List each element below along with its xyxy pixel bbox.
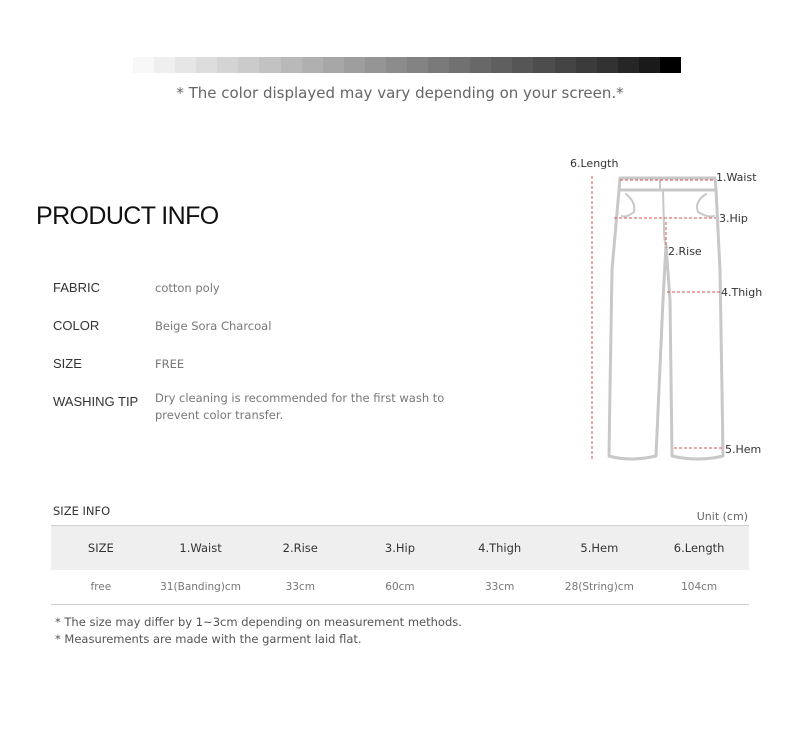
gradient-swatch xyxy=(302,57,323,73)
diagram-label-hem: 5.Hem xyxy=(725,443,762,456)
gradient-swatch xyxy=(512,57,533,73)
diagram-label-rise: 2.Rise xyxy=(668,245,702,258)
gradient-swatch xyxy=(449,57,470,73)
header-hip: 3.Hip xyxy=(350,526,450,571)
gradient-swatch xyxy=(407,57,428,73)
cell-size: free xyxy=(51,570,151,605)
gradient-swatch xyxy=(533,57,554,73)
header-length: 6.Length xyxy=(649,526,749,571)
cell-hem: 28(String)cm xyxy=(550,570,650,605)
cell-rise: 33cm xyxy=(250,570,350,605)
size-table xyxy=(51,525,749,605)
gradient-swatch xyxy=(196,57,217,73)
gradient-swatch xyxy=(344,57,365,73)
gradient-swatch xyxy=(154,57,175,73)
gradient-swatch xyxy=(238,57,259,73)
gradient-swatch xyxy=(365,57,386,73)
gradient-swatch xyxy=(618,57,639,73)
header-rise: 2.Rise xyxy=(250,526,350,571)
spec-value-size: FREE xyxy=(155,357,185,371)
pants-measurement-diagram xyxy=(560,150,800,470)
gradient-swatch xyxy=(470,57,491,73)
gradient-swatch xyxy=(386,57,407,73)
header-thigh: 4.Thigh xyxy=(450,526,550,571)
gradient-swatch xyxy=(133,57,154,73)
cell-thigh: 33cm xyxy=(450,570,550,605)
product-info-title: PRODUCT INFO xyxy=(36,202,219,230)
gradient-swatch xyxy=(175,57,196,73)
spec-label-fabric: FABRIC xyxy=(53,280,100,295)
gradient-swatch xyxy=(491,57,512,73)
diagram-label-thigh: 4.Thigh xyxy=(721,286,763,299)
gradient-swatch xyxy=(639,57,660,73)
size-table-header-row xyxy=(51,526,749,571)
spec-label-size: SIZE xyxy=(53,356,82,371)
diagram-label-hip: 3.Hip xyxy=(719,212,748,225)
gradient-swatch xyxy=(217,57,238,73)
unit-note: Unit (cm) xyxy=(696,510,748,523)
header-hem: 5.Hem xyxy=(550,526,650,571)
gradient-swatch xyxy=(259,57,280,73)
pants-outline xyxy=(609,178,723,459)
table-row xyxy=(51,570,749,605)
size-info-title: SIZE INFO xyxy=(53,504,111,518)
cell-length: 104cm xyxy=(649,570,749,605)
grayscale-gradient-bar xyxy=(133,57,681,73)
gradient-swatch xyxy=(323,57,344,73)
diagram-label-waist: 1.Waist xyxy=(716,171,757,184)
spec-label-washing-tip: WASHING TIP xyxy=(53,394,139,409)
header-size: SIZE xyxy=(51,526,151,571)
gradient-swatch xyxy=(660,57,681,73)
header-waist: 1.Waist xyxy=(151,526,251,571)
gradient-swatch xyxy=(576,57,597,73)
gradient-swatch xyxy=(597,57,618,73)
spec-value-color: Beige Sora Charcoal xyxy=(155,319,272,333)
color-disclaimer: * The color displayed may vary depending on your screen.* xyxy=(176,84,624,102)
spec-value-fabric: cotton poly xyxy=(155,281,220,295)
cell-hip: 60cm xyxy=(350,570,450,605)
gradient-swatch xyxy=(428,57,449,73)
diagram-label-length: 6.Length xyxy=(570,157,619,170)
spec-value-washing-tip: Dry cleaning is recommended for the first wash to prevent color transfer. xyxy=(155,391,445,422)
flat-measurement-note: * Measurements are made with the garment laid flat. xyxy=(55,632,362,646)
cell-waist: 31(Banding)cm xyxy=(151,570,251,605)
gradient-swatch xyxy=(281,57,302,73)
spec-label-color: COLOR xyxy=(53,318,100,333)
measurement-note: * The size may differ by 1~3cm depending on measurement methods. xyxy=(55,615,462,629)
gradient-swatch xyxy=(555,57,576,73)
